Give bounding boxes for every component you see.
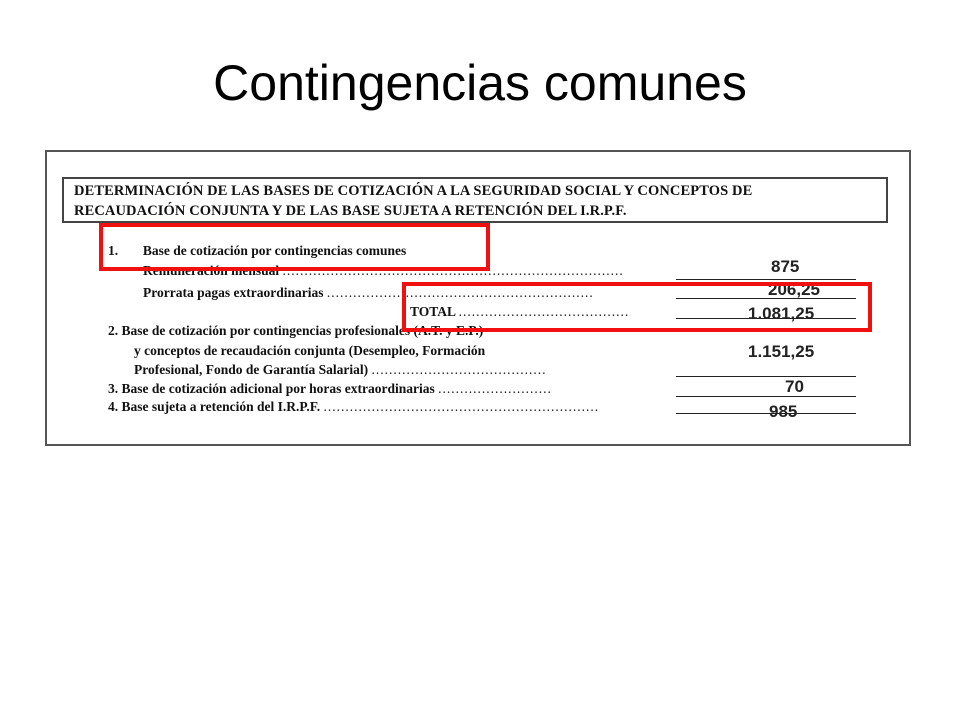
highlight-box-item-1 bbox=[99, 223, 490, 271]
item-3 bbox=[108, 381, 552, 397]
item-4-label: 4. Base sujeta a retención del I.R.P.F. bbox=[108, 399, 321, 414]
form-header bbox=[62, 177, 888, 223]
value-irpf: 985 bbox=[769, 402, 798, 421]
item-2-line-2: y conceptos de recaudación conjunta (Desempleo, Formación bbox=[134, 343, 486, 358]
item-1a-label: Remuneración mensual bbox=[143, 263, 280, 278]
leader-dots: ....................................... bbox=[458, 304, 630, 319]
answer-line bbox=[676, 279, 856, 280]
form-header-line-2: RECAUDACIÓN CONJUNTA Y DE LAS BASE SUJETA A RETENCIÓN DEL I.R.P.F. bbox=[74, 203, 627, 219]
form-header-line-1: DETERMINACIÓN DE LAS BASES DE COTIZACIÓN A LA SEGURIDAD SOCIAL Y CONCEPTOS DE bbox=[74, 183, 753, 199]
value-prorrata: 206,25 bbox=[768, 280, 820, 299]
value-total: 1.081,25 bbox=[748, 304, 815, 323]
leader-dots: ............................................................. bbox=[326, 285, 594, 300]
total-label: TOTAL bbox=[410, 304, 456, 319]
item-3-label: 3. Base de cotización adicional por horas extraordinarias bbox=[108, 381, 435, 396]
leader-dots: ........................................ bbox=[371, 362, 547, 377]
highlight-box-total bbox=[402, 282, 872, 332]
leader-dots: .......................... bbox=[438, 381, 552, 396]
value-remuneracion: 875 bbox=[771, 257, 800, 276]
slide-title: Contingencias comunes bbox=[213, 55, 747, 111]
answer-line bbox=[676, 376, 856, 377]
answer-line bbox=[676, 413, 856, 414]
item-1-label: Base de cotización por contingencias comunes bbox=[142, 243, 407, 258]
answer-line bbox=[676, 396, 856, 397]
leader-dots: .............................................................................. bbox=[282, 263, 624, 278]
item-2-line-1: 2. Base de cotización por contingencias profesionales (A.T. y E.P.) bbox=[108, 323, 484, 338]
item-1-number: 1. bbox=[108, 243, 119, 258]
item-2-line-3 bbox=[134, 362, 547, 378]
leader-dots: ............................................................... bbox=[323, 399, 600, 414]
item-4 bbox=[108, 399, 599, 415]
value-profesionales: 1.151,25 bbox=[748, 342, 815, 361]
item-2-line-3-label: Profesional, Fondo de Garantía Salarial) bbox=[134, 362, 369, 377]
value-horas-extra: 70 bbox=[785, 377, 804, 396]
item-1b-label: Prorrata pagas extraordinarias bbox=[143, 285, 324, 300]
